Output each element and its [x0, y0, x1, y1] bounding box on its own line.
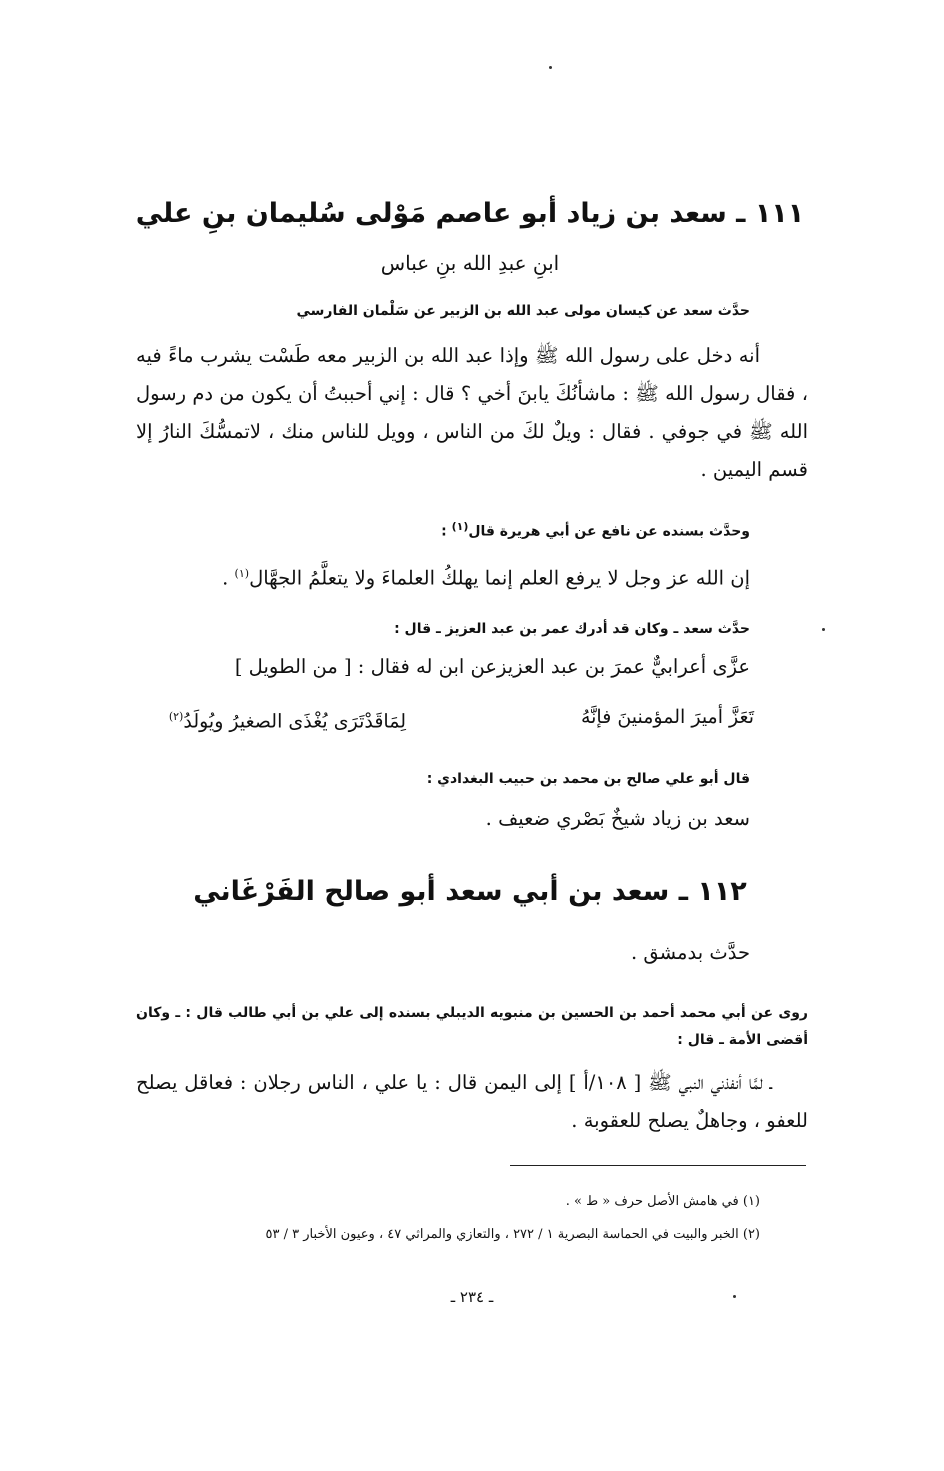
entry-111-isnad-1: حدَّث سعد عن كيسان مولى عبد الله بن الزبير عن سَلْمان الفارسي: [296, 303, 750, 319]
paragraph-2-end: .: [222, 566, 235, 590]
entry-112-isnad-1: روى عن أبي محمد أحمد بن الحسين بن منبويه الديبلي بسنده إلى علي بن أبي طالب قال : ـ وكان أقضى الأمة ـ قال :: [136, 1005, 808, 1048]
entry-111-paragraph-2: [222, 555, 750, 598]
verse-second-text: لِمَاقَدْتَرَى يُغْذَى الصغيرُ ويُولَدُ: [183, 710, 406, 733]
entry-111-subtitle: ابنِ عبدِ الله بنِ عباس: [380, 251, 560, 275]
page-number: ـ ٢٣٤ ـ: [450, 1288, 494, 1306]
entry-111-paragraph-1: أنه دخل على رسول الله ﷺ وإذا عبد الله بن الزبير معه طَسْت يشرب ماءً فيه ، فقال رسول الله ﷺ : ماشأنُكَ يابنَ أخي ؟ قال : إني أحببتُ أن يكون من دم رسول الله ﷺ في جوفي . فقال : ويلٌ لكَ من الناس ، وويل للناس منك ، لاتمسُّكَ النارُ إلا قسم اليمين .: [136, 344, 808, 481]
footnote-1: (١) في هامش الأصل حرف « ط » .: [565, 1194, 760, 1209]
entry-111-title: ١١١ ـ سعد بن زياد أبو عاصم مَوْلى سُليمان بنِ علي: [135, 198, 805, 229]
entry-112-title: ١١٢ ـ سعد بن أبي سعد أبو صالح الفَرْغَاني: [193, 876, 747, 907]
footnote-separator: [510, 1165, 806, 1166]
entry-111-paragraph-3: عزَّى أعرابيٌّ عمرَ بن عبد العزيزعن ابن له فقال : [ من الطويل ]: [234, 655, 750, 678]
verse-second-hemistich: [169, 702, 406, 736]
entry-111-paragraph-4: سعد بن زياد شيخٌ بَصْري ضعيف .: [485, 807, 750, 830]
speck-mark: [822, 628, 825, 631]
paragraph-2-text: إن الله عز وجل لا يرفع العلم إنما يهلكُ العلماءَ ولا يتعلَّمُ الجهَّال: [249, 566, 750, 590]
entry-111-isnad-4: قال أبو علي صالح بن محمد بن حبيب البغدادي :: [426, 771, 750, 787]
entry-111-isnad-3: حدَّث سعد ـ وكان قد أدرك عمر بن عبد العزيز ـ قال :: [394, 621, 750, 637]
entry-111-isnad-2: [441, 516, 750, 543]
footnote-ref-1b: (١): [234, 567, 250, 580]
speck-mark: [549, 66, 552, 69]
speck-mark: [733, 1295, 736, 1298]
verse-first-hemistich: تَعَزَّ أميرَ المؤمنينَ فإنَّهُ: [580, 706, 754, 728]
entry-112-paragraph-2: ـ لمَّا أنفذني النبي ﷺ [ ١٠٨/أ ] إلى اليمن قال : يا علي ، الناس رجلان : فعاقل يصلح للعفو ، وجاهلٌ يصلح للعقوبة .: [136, 1071, 808, 1132]
footnote-2: (٢) الخبر والبيت في الحماسة البصرية ١ / ٢٧٢ ، والتعازي والمراثي ٤٧ ، وعيون الأخبار ٣ / ٥٣: [265, 1227, 760, 1242]
isnad-2-end: :: [441, 523, 452, 540]
footnote-ref-1: (١): [451, 520, 469, 533]
footnote-ref-2: (٢): [168, 710, 184, 723]
entry-112-paragraph-1: حدَّث بدمشق .: [630, 941, 750, 964]
isnad-2-text: وحدَّث بسنده عن نافع عن أبي هريرة قال: [468, 523, 750, 540]
